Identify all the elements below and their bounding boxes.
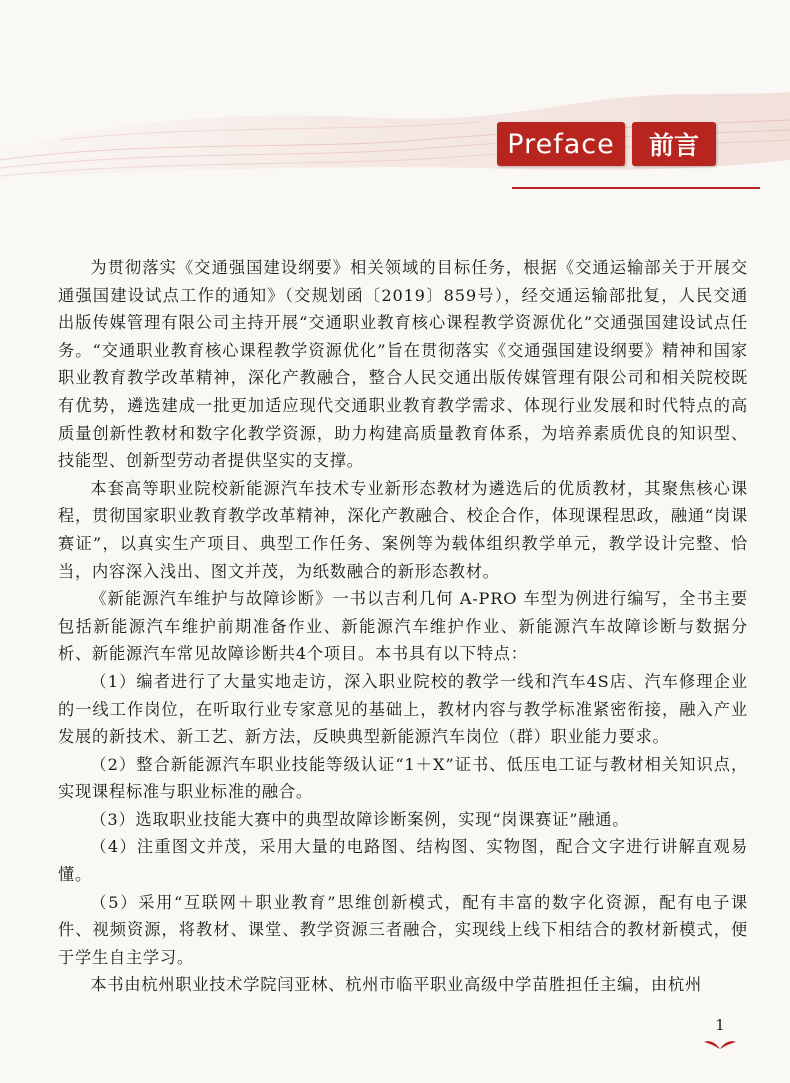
preface-body xyxy=(58,254,748,999)
decorative-waves xyxy=(0,0,790,200)
paragraph: （4）注重图文并茂，采用大量的电路图、结构图、实物图，配合文字进行讲解直观易懂。 xyxy=(58,837,748,885)
paragraph: （1）编者进行了大量实地走访，深入职业院校的教学一线和汽车4S店、汽车修理企业的一线工作岗位，在听取行业专家意见的基础上，教材内容与教学标准紧密衔接，融入产业发展的新技术、新工艺、新方法，反映典型新能源汽车岗位（群）职业能力要求。 xyxy=(58,671,748,747)
paragraph: 为贯彻落实《交通强国建设纲要》相关领域的目标任务，根据《交通运输部关于开展交通强国建设试点工作的通知》（交规划函〔2019〕859号），经交通运输部批复，人民交通出版传媒管理有限公司主持开展“交通职业教育核心课程教学资源优化”交通强国建设试点任务。“交通职业教育核心课程教学资源优化”旨在贯彻落实《交通强国建设纲要》精神和国家职业教育教学改革精神，深化产教融合，整合人民交通出版传媒管理有限公司和相关院校既有优势，遴选建成一批更加适应现代交通职业教育教学需求、体现行业发展和时代特点的高质量创新性教材和数字化教学资源，助力构建高质量教育体系，为培养素质优良的知识型、技能型、创新型劳动者提供坚实的支撑。 xyxy=(58,258,748,471)
paragraph: 本书由杭州职业技术学院闫亚林、杭州市临平职业高级中学苗胜担任主编，由杭州 xyxy=(90,975,702,995)
paragraph: （5）采用“互联网＋职业教育”思维创新模式，配有丰富的数字化资源，配有电子课件、视频资源，将教材、课堂、教学资源三者融合，实现线上线下相结合的教材新模式，便于学生自主学习。 xyxy=(58,892,748,967)
preface-title: Preface xyxy=(497,122,625,166)
page-number: 1 xyxy=(715,1016,725,1034)
header-decoration xyxy=(0,0,790,200)
paragraph: 本套高等职业院校新能源汽车技术专业新形态教材为遴选后的优质教材，其聚焦核心课程，贯彻国家职业教育教学改革精神，深化产教融合、校企合作，体现课程思政，融通“岗课赛证”，以真实生产项目、典型工作任务、案例等为载体组织教学单元，教学设计完整、恰当，内容深入浅出、图文并茂，为纸数融合的新形态教材。 xyxy=(58,478,748,581)
leaf-ornament-icon xyxy=(703,1036,737,1055)
header-divider xyxy=(512,187,760,189)
paragraph: （3）选取职业技能大赛中的典型故障诊断案例，实现“岗课赛证”融通。 xyxy=(90,809,630,829)
paragraph: 《新能源汽车维护与故障诊断》一书以吉利几何 A-PRO 车型为例进行编写，全书主要包括新能源汽车维护前期准备作业、新能源汽车维护作业、新能源汽车故障诊断与数据分析、新能源汽车常见故障诊断共4个项目。本书具有以下特点： xyxy=(58,589,748,664)
preface-title-chinese: 前言 xyxy=(632,122,716,166)
paragraph: （2）整合新能源汽车职业技能等级认证“1＋X”证书、低压电工证与教材相关知识点，实现课程标准与职业标准的融合。 xyxy=(58,754,748,802)
